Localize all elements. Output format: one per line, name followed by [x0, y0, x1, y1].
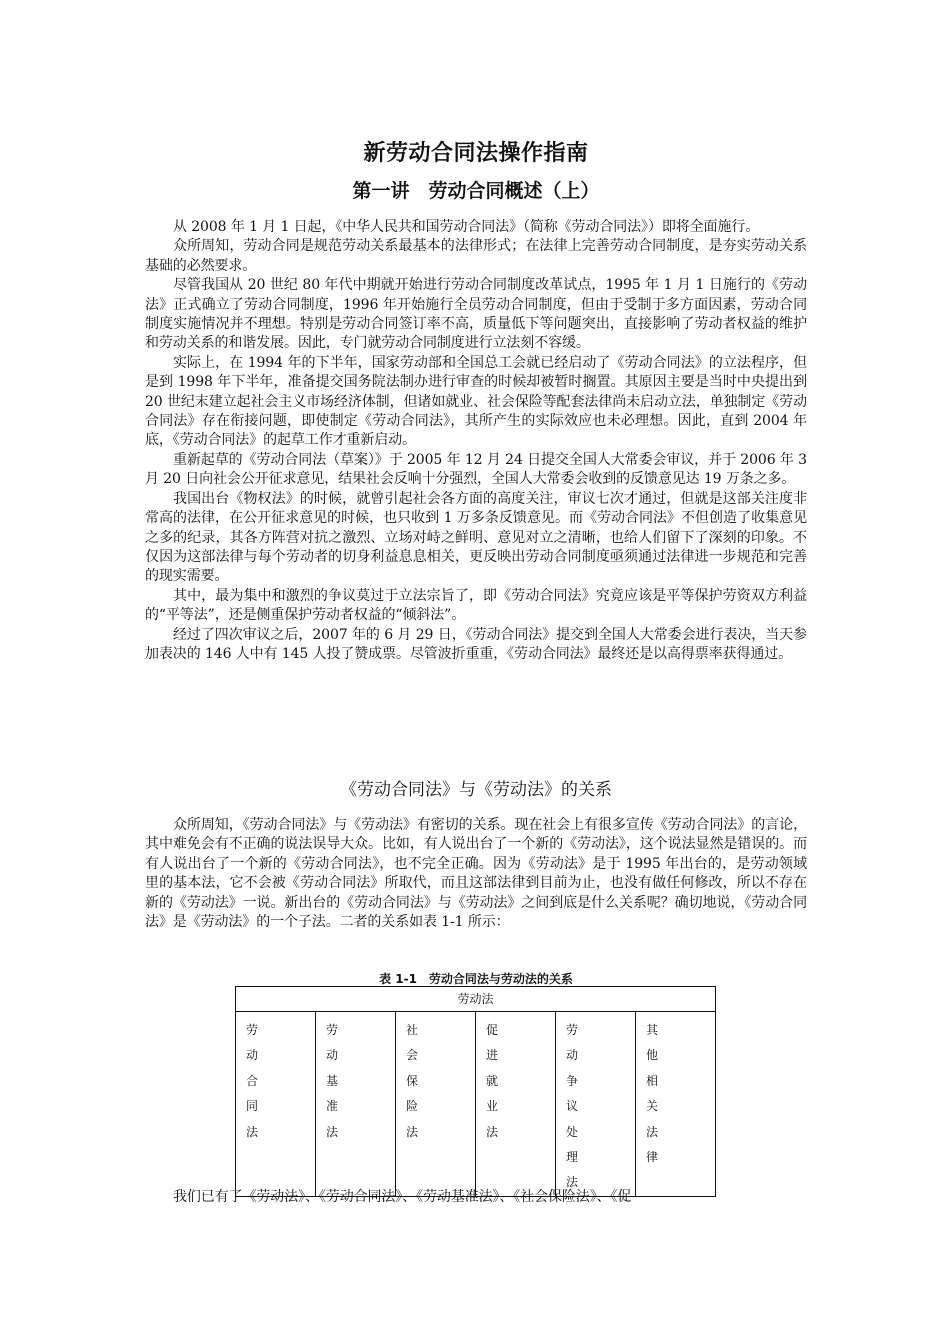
table-header-row	[236, 987, 716, 1012]
table-row	[236, 1012, 716, 1197]
paragraph: 经过了四次审议之后，2007 年的 6 月 29 日，《劳动合同法》提交到全国人大常委会进行表决，当天参加表决的 146 人中有 145 人投了赞成票。尽管波折重重，《劳动合同法》最终还是以高得票率获得通过。	[145, 626, 807, 662]
paragraph: 众所周知，《劳动合同法》与《劳动法》有密切的关系。现在社会上有很多宣传《劳动合同法》的言论，其中难免会有不正确的说法误导大众。比如，有人说出台了一个新的《劳动法》，这个说法显然是错误的。而有人说出台了一个新的《劳动合同法》，也不完全正确。因为《劳动法》是于 1995 年出台的，是劳动领域里的基本法，它不会被《劳动合同法》所取代，而且这部法律到目前为止，也没有做任何修改，所以不存在新的《劳动法》一说。新出台的《劳动合同法》与《劳动法》之间到底是什么关系呢？确切地说，《劳动合同法》是《劳动法》的一个子法。二者的关系如表 1-1 所示：	[145, 817, 807, 931]
table-caption: 表 1-1 劳动合同法与劳动法的关系	[379, 972, 573, 986]
paragraph: 我们已有了《劳动法》、《劳动合同法》、《劳动基准法》、《社会保险法》、《促	[173, 1189, 632, 1205]
paragraph: 从 2008 年 1 月 1 日起，《中华人民共和国劳动合同法》（简称《劳动合同法》）即将全面施行。	[173, 219, 760, 235]
document-title: 新劳动合同法操作指南	[363, 141, 589, 166]
paragraph: 实际上，在 1994 年的下半年，国家劳动部和全国总工会就已经启动了《劳动合同法》的立法程序，但是到 1998 年下半年，准备提交国务院法制办进行审查的时候却被暂时搁置。其原因主要是当时中央提出到 20 世纪末建立起社会主义市场经济体制，但诸如就业、社会保险等配套法律尚未启动立法，单独制定《劳动合同法》存在衔接问题，即使制定《劳动合同法》，其所产生的实际效应也未必理想。因此，直到 2004 年底，《劳动合同法》的起草工作才重新启动。	[145, 354, 807, 449]
cell-text: 劳动争议处理法	[566, 1023, 579, 1190]
table-cell	[396, 1012, 476, 1197]
paragraph: 重新起草的《劳动合同法（草案）》于 2005 年 12 月 24 日提交全国人大常委会审议，并于 2006 年 3 月 20 日向社会公开征求意见，结果社会反响十分强烈，全国人大常委会收到的反馈意见达 19 万条之多。	[145, 451, 807, 488]
table-cell	[636, 1012, 716, 1197]
table-cell	[236, 1012, 316, 1197]
lecture-title: 第一讲 劳动合同概述（上）	[352, 180, 600, 202]
cell-text: 劳动基准法	[326, 1023, 339, 1139]
paragraph: 尽管我国从 20 世纪 80 年代中期就开始进行劳动合同制度改革试点，1995 年 1 月 1 日施行的《劳动法》正式确立了劳动合同制度，1996 年开始施行全员劳动合同制度，但由于受制于多方面因素，劳动合同制度实施情况并不理想。特别是劳动合同签订率不高，质量低下等问题突出，直接影响了劳动者权益的维护和劳动关系的和谐发展。因此，专门就劳动合同制度进行立法刻不容缓。	[145, 277, 807, 352]
table-cell	[316, 1012, 396, 1197]
paragraph: 其中，最为集中和激烈的争议莫过于立法宗旨了，即《劳动合同法》究竟应该是平等保护劳资双方利益的“平等法”，还是侧重保护劳动者权益的“倾斜法”。	[145, 587, 807, 624]
section-title: 《劳动合同法》与《劳动法》的关系	[340, 780, 612, 800]
table-cell	[556, 1012, 636, 1197]
trailing-body	[145, 1188, 807, 1207]
paragraph: 我国出台《物权法》的时候，就曾引起社会各方面的高度关注，审议七次才通过，但就是这部关注度非常高的法律，在公开征求意见的时候，也只收到 1 万多条反馈意见。而《劳动合同法》不但创造了收集意见之多的纪录，其各方阵营对抗之激烈、立场对峙之鲜明、意见对立之清晰，也给人们留下了深刻的印象。不仅因为这部法律与每个劳动者的切身利益息息相关，更反映出劳动合同制度亟须通过法律进一步规范和完善的现实需要。	[145, 490, 807, 585]
table-cell	[476, 1012, 556, 1197]
intro-body	[145, 218, 807, 664]
table-header-cell: 劳动法	[236, 987, 716, 1012]
relationship-table	[235, 986, 716, 1197]
cell-text: 劳动合同法	[246, 1023, 259, 1139]
cell-text: 促进就业法	[486, 1023, 499, 1139]
section-body	[145, 816, 807, 932]
cell-text: 社会保险法	[406, 1023, 419, 1139]
cell-text: 其他相关法律	[646, 1023, 659, 1165]
paragraph: 众所周知，劳动合同是规范劳动关系最基本的法律形式；在法律上完善劳动合同制度，是夯实劳动关系基础的必然要求。	[145, 238, 807, 274]
